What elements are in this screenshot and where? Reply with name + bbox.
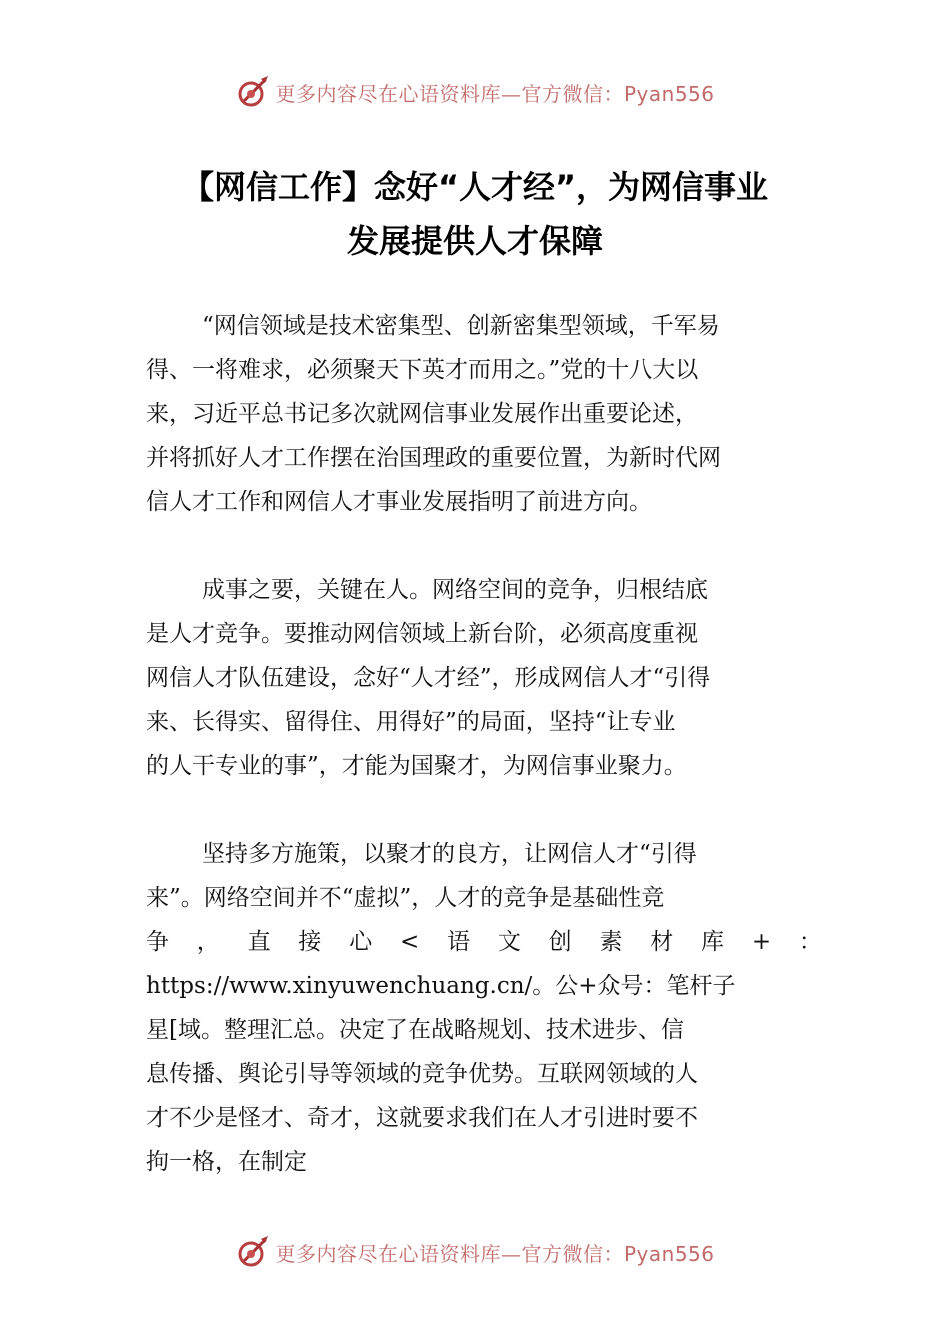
watermark-text: 更多内容尽在心语资料库—官方微信：Pyan556 xyxy=(275,1241,715,1266)
brush-logo-icon xyxy=(235,1234,271,1270)
title-line-2: 发展提供人才保障 xyxy=(346,222,603,260)
paragraph-line: 并将抓好人才工作摆在治国理政的重要位置，为新时代网 xyxy=(146,445,721,471)
char: + xyxy=(751,929,772,955)
paragraph-line: “网信领域是技术密集型、创新密集型领域，千军易 xyxy=(202,313,720,339)
char: ， xyxy=(196,929,220,955)
char: 材 xyxy=(650,929,674,955)
paragraph-2 xyxy=(146,568,822,788)
char: 语 xyxy=(447,929,471,955)
paragraph-line: 来、长得实、留得住、用得好”的局面，坚持“让专业 xyxy=(146,709,676,735)
paragraph-line: 拘一格，在制定 xyxy=(146,1149,307,1175)
char: 直 xyxy=(247,929,271,955)
footer-watermark xyxy=(0,1232,950,1272)
char: 接 xyxy=(298,929,322,955)
title-line-1: 【网信工作】念好“人才经”，为网信事业 xyxy=(181,168,769,206)
char: 心 xyxy=(349,929,373,955)
header-watermark xyxy=(0,72,950,112)
wechat-id: Pyan556 xyxy=(623,1241,715,1266)
char: 素 xyxy=(599,929,623,955)
char: ： xyxy=(798,929,822,955)
paragraph-line: 来”。网络空间并不“虚拟”，人才的竞争是基础性竞 xyxy=(146,885,665,911)
paragraph-line: 信人才工作和网信人才事业发展指明了前进方向。 xyxy=(146,489,652,515)
paragraph-line: 成事之要，关键在人。网络空间的竞争，归根结底 xyxy=(202,577,708,603)
paragraph-line: 才不少是怪才、奇才，这就要求我们在人才引进时要不 xyxy=(146,1105,698,1131)
paragraph-line-justified xyxy=(146,920,822,964)
wechat-id: Pyan556 xyxy=(623,81,715,106)
char: < xyxy=(399,929,420,955)
paragraph-line: 星[域。整理汇总。决定了在战略规划、技术进步、信 xyxy=(146,1017,684,1043)
paragraph-line: 的人干专业的事”，才能为国聚才，为网信事业聚力。 xyxy=(146,753,687,779)
char: 争 xyxy=(146,929,169,955)
paragraph-line: 坚持多方施策，以聚才的良方，让网信人才“引得 xyxy=(202,841,697,867)
paragraph-3 xyxy=(146,832,822,1184)
paragraph-line: https://www.xinyuwenchuang.cn/。公+众号：笔杆子 xyxy=(146,973,736,999)
watermark-text: 更多内容尽在心语资料库—官方微信：Pyan556 xyxy=(275,81,715,106)
paragraph-line: 得、一将难求，必须聚天下英才而用之。”党的十八大以 xyxy=(146,357,699,383)
char: 创 xyxy=(548,929,572,955)
paragraph-line: 来，习近平总书记多次就网信事业发展作出重要论述， xyxy=(146,401,698,427)
paragraph-1 xyxy=(146,304,822,524)
paragraph-line: 是人才竞争。要推动网信领域上新台阶，必须高度重视 xyxy=(146,621,698,647)
brush-logo-icon xyxy=(235,74,271,110)
article-title xyxy=(100,160,850,268)
paragraph-line: 网信人才队伍建设，念好“人才经”，形成网信人才“引得 xyxy=(146,665,711,691)
paragraph-line: 息传播、舆论引导等领域的竞争优势。互联网领域的人 xyxy=(146,1061,698,1087)
char: 文 xyxy=(497,929,521,955)
char: 库 xyxy=(701,929,725,955)
